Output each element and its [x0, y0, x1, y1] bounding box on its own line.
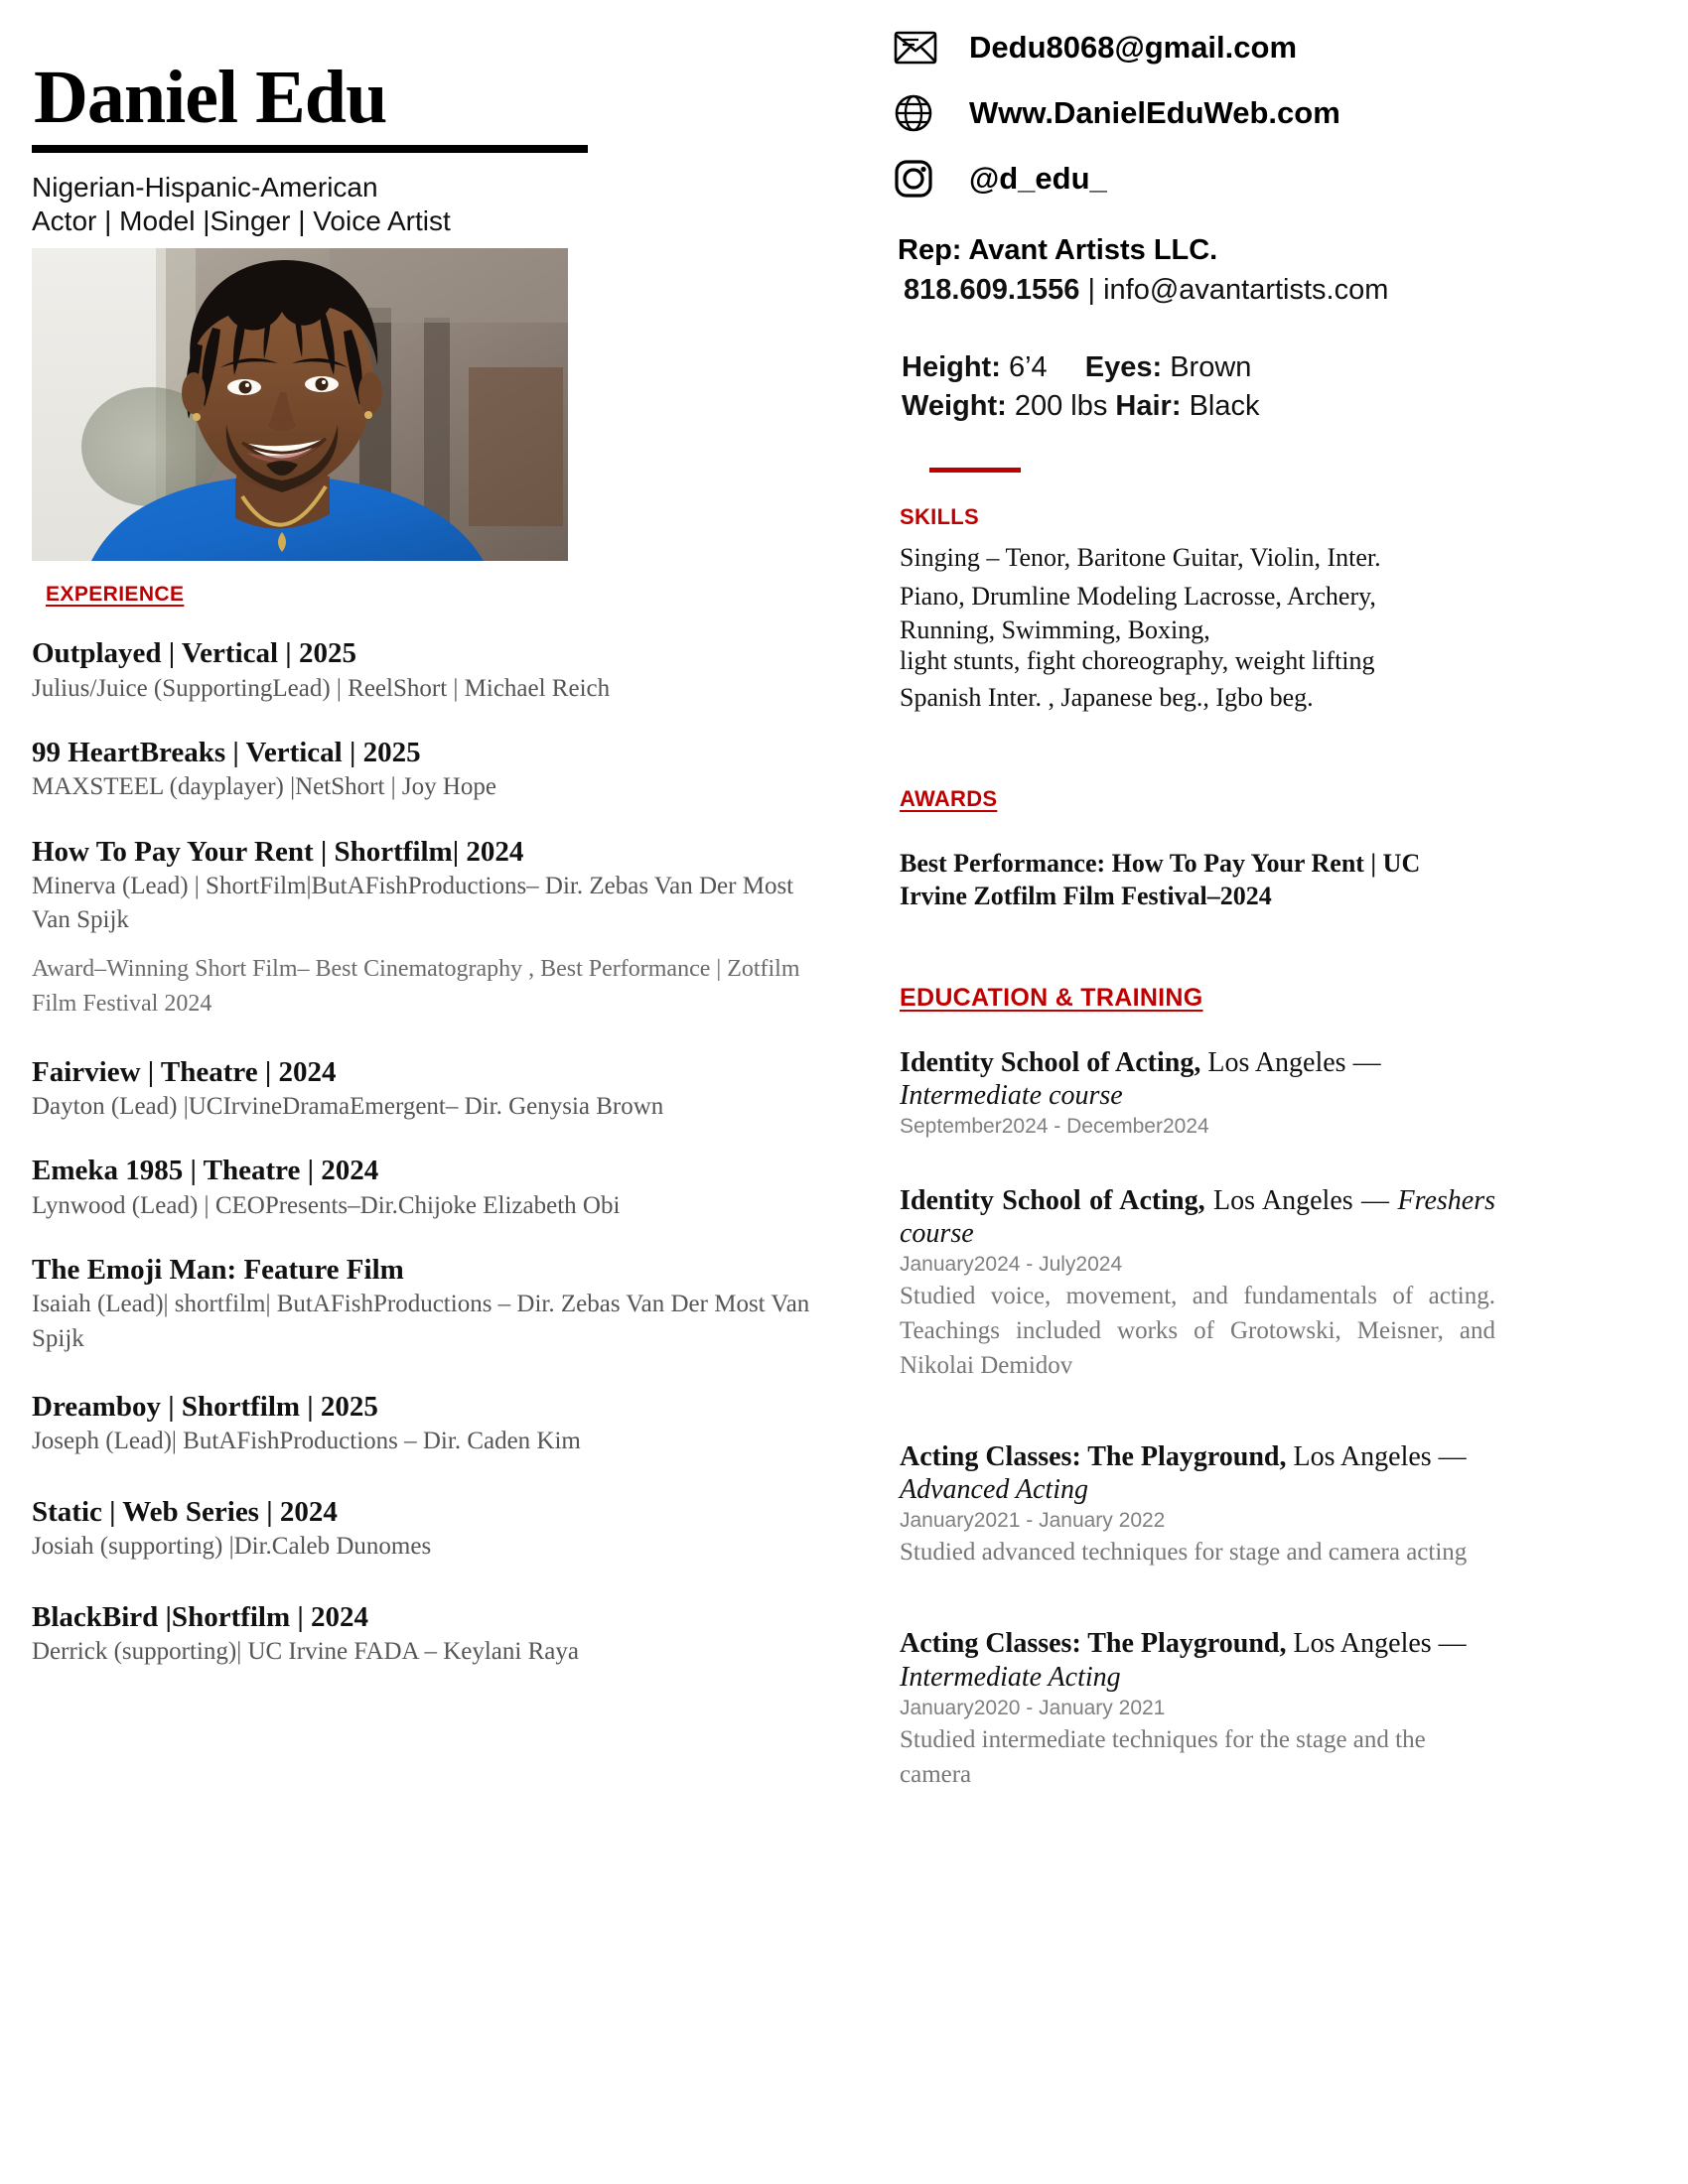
- list-item: [30, 636, 854, 706]
- education-description: Studied intermediate techniques for the stage and the camera: [900, 1725, 1426, 1788]
- education-course: Intermediate Acting: [900, 1661, 1121, 1693]
- education-list: [900, 1046, 1658, 1791]
- experience-title: How To Pay Your Rent | Shortfilm| 2024: [32, 835, 524, 868]
- skills-line-1: Singing – Tenor, Baritone Guitar, Violin, Inter.: [900, 543, 1381, 573]
- award-entry: Best Performance: How To Pay Your Rent | UC Irvine Zotfilm Film Festival–2024: [900, 849, 1421, 910]
- education-dates: September2024 - December2024: [900, 1115, 1209, 1139]
- contact-row-instagram[interactable]: [884, 153, 1658, 205]
- rep-block: [898, 234, 1658, 307]
- headshot-photo: [32, 248, 568, 561]
- envelope-icon: [894, 31, 947, 65]
- stats-line-2: [902, 387, 1658, 426]
- list-item: [30, 1600, 854, 1670]
- list-item: [900, 1184, 1495, 1383]
- name-block: [30, 0, 854, 238]
- skills-section: [884, 504, 1658, 713]
- education-dates: January2024 - July2024: [900, 1253, 1123, 1277]
- education-title: [900, 1627, 1495, 1693]
- contact-list: [884, 22, 1658, 205]
- experience-list: [30, 636, 854, 1669]
- education-title: [900, 1184, 1495, 1250]
- education-course: Advanced Acting: [900, 1474, 1088, 1506]
- experience-section-heading: EXPERIENCE: [46, 583, 185, 607]
- experience-title: Emeka 1985 | Theatre | 2024: [32, 1155, 379, 1187]
- experience-details: Derrick (supporting)| UC Irvine FADA – Keylani Raya: [32, 1637, 579, 1665]
- globe-icon: [894, 93, 947, 133]
- experience-title: 99 HeartBreaks | Vertical | 2025: [32, 737, 421, 769]
- contact-row-website[interactable]: [884, 87, 1658, 139]
- instagram-text: @d_edu_: [969, 161, 1107, 196]
- skills-line-5: Spanish Inter. , Japanese beg., Igbo beg.: [900, 682, 1314, 712]
- skills-section-heading: SKILLS: [900, 504, 980, 530]
- stats-line-1: [902, 348, 1658, 387]
- education-location: Los Angeles —: [1204, 1185, 1398, 1217]
- hair-value: Black: [1189, 390, 1260, 423]
- experience-details: Isaiah (Lead)| shortfilm| ButAFishProductions – Dir. Zebas Van Der Most Van Spijk: [32, 1291, 810, 1352]
- experience-title: Dreamboy | Shortfilm | 2025: [32, 1391, 378, 1424]
- physical-stats: [902, 348, 1658, 426]
- experience-title: BlackBird |Shortfilm | 2024: [32, 1600, 369, 1633]
- list-item: [900, 1046, 1495, 1139]
- rep-email: info@avantartists.com: [1103, 274, 1389, 306]
- education-institution: Acting Classes: The Playground,: [900, 1628, 1287, 1660]
- rep-name: Rep: Avant Artists LLC.: [898, 234, 1218, 266]
- experience-details: Joseph (Lead)| ButAFishProductions – Dir. Caden Kim: [32, 1428, 581, 1455]
- experience-details: Dayton (Lead) |UCIrvineDramaEmergent– Dir. Genysia Brown: [32, 1092, 664, 1120]
- red-divider-rule: [929, 468, 1021, 473]
- education-description: Studied voice, movement, and fundamentals of acting. Teachings included works of Grotowski, Meisner, and Nikolai Demidov: [900, 1283, 1495, 1380]
- roles-line: Actor | Model |Singer | Voice Artist: [32, 205, 451, 237]
- email-text: Dedu8068@gmail.com: [969, 30, 1298, 65]
- experience-title: Fairview | Theatre | 2024: [32, 1055, 337, 1088]
- education-dates: January2020 - January 2021: [900, 1696, 1166, 1719]
- education-dates: January2021 - January 2022: [900, 1509, 1166, 1533]
- experience-title: The Emoji Man: Feature Film: [32, 1254, 404, 1286]
- experience-details: Minerva (Lead) | ShortFilm|ButAFishProductions– Dir. Zebas Van Der Most Van Spijk: [32, 872, 794, 934]
- list-item: [30, 835, 854, 1022]
- education-section: [884, 984, 1658, 1791]
- experience-note: Award–Winning Short Film– Best Cinematography , Best Performance | Zotfilm Film Festival 2024: [32, 955, 800, 1017]
- education-location: Los Angeles —: [1286, 1441, 1467, 1473]
- education-institution: Acting Classes: The Playground,: [900, 1441, 1287, 1473]
- experience-details: MAXSTEEL (dayplayer) |NetShort | Joy Hope: [32, 773, 497, 801]
- education-course: Freshers course: [900, 1185, 1495, 1250]
- eyes-value: Brown: [1170, 351, 1252, 383]
- list-item: [900, 1440, 1495, 1570]
- website-text: Www.DanielEduWeb.com: [969, 95, 1340, 130]
- skills-line-3: Running, Swimming, Boxing,: [900, 615, 1210, 645]
- experience-details: Julius/Juice (SupportingLead) | ReelShort | Michael Reich: [32, 674, 611, 702]
- experience-details: Lynwood (Lead) | CEOPresents–Dir.Chijoke Elizabeth Obi: [32, 1191, 621, 1219]
- rep-phone: 818.609.1556: [904, 274, 1080, 306]
- left-column: [30, 0, 854, 1699]
- hair-label: Hair:: [1115, 390, 1182, 423]
- height-label: Height:: [902, 351, 1001, 383]
- skills-line-2: Piano, Drumline Modeling Lacrosse, Archery,: [900, 582, 1376, 612]
- title-underline-rule: [32, 145, 588, 153]
- education-location: Los Angeles —: [1200, 1047, 1381, 1079]
- list-item: [30, 1154, 854, 1223]
- education-institution: Identity School of Acting,: [900, 1047, 1201, 1079]
- awards-section-heading: AWARDS: [900, 786, 998, 812]
- height-value: 6’4: [1008, 351, 1048, 383]
- rep-separator: |: [1079, 274, 1104, 306]
- experience-details: Josiah (supporting) |Dir.Caleb Dunomes: [32, 1533, 432, 1561]
- skills-line-4: light stunts, fight choreography, weight lifting: [900, 645, 1375, 675]
- list-item: [30, 1055, 854, 1125]
- rep-contact-line: [904, 274, 1658, 307]
- experience-title: Outplayed | Vertical | 2025: [32, 637, 356, 670]
- education-course: Intermediate course: [900, 1080, 1123, 1112]
- awards-section: [884, 786, 1658, 912]
- list-item: [30, 736, 854, 805]
- education-institution: Identity School of Acting,: [900, 1185, 1205, 1217]
- ethnicity-line: Nigerian-Hispanic-American: [32, 172, 378, 203]
- weight-value: 200 lbs: [1014, 390, 1108, 423]
- skills-body: [900, 538, 1658, 713]
- instagram-icon: [894, 159, 947, 199]
- list-item: [30, 1390, 854, 1459]
- education-location: Los Angeles —: [1286, 1628, 1467, 1660]
- education-title: [900, 1046, 1495, 1112]
- education-description: Studied advanced techniques for stage and camera acting: [900, 1539, 1468, 1567]
- education-section-heading: EDUCATION & TRAINING: [900, 984, 1203, 1013]
- contact-row-email[interactable]: [884, 22, 1658, 73]
- education-title: [900, 1440, 1495, 1506]
- weight-label: Weight:: [902, 390, 1007, 423]
- eyes-label: Eyes:: [1084, 351, 1163, 383]
- list-item: [30, 1495, 854, 1565]
- right-column: [884, 0, 1658, 1838]
- headshot-illustration: [32, 248, 568, 561]
- list-item: [900, 1627, 1495, 1791]
- list-item: [30, 1253, 854, 1356]
- page-title: Daniel Edu: [34, 56, 387, 139]
- experience-title: Static | Web Series | 2024: [32, 1495, 338, 1528]
